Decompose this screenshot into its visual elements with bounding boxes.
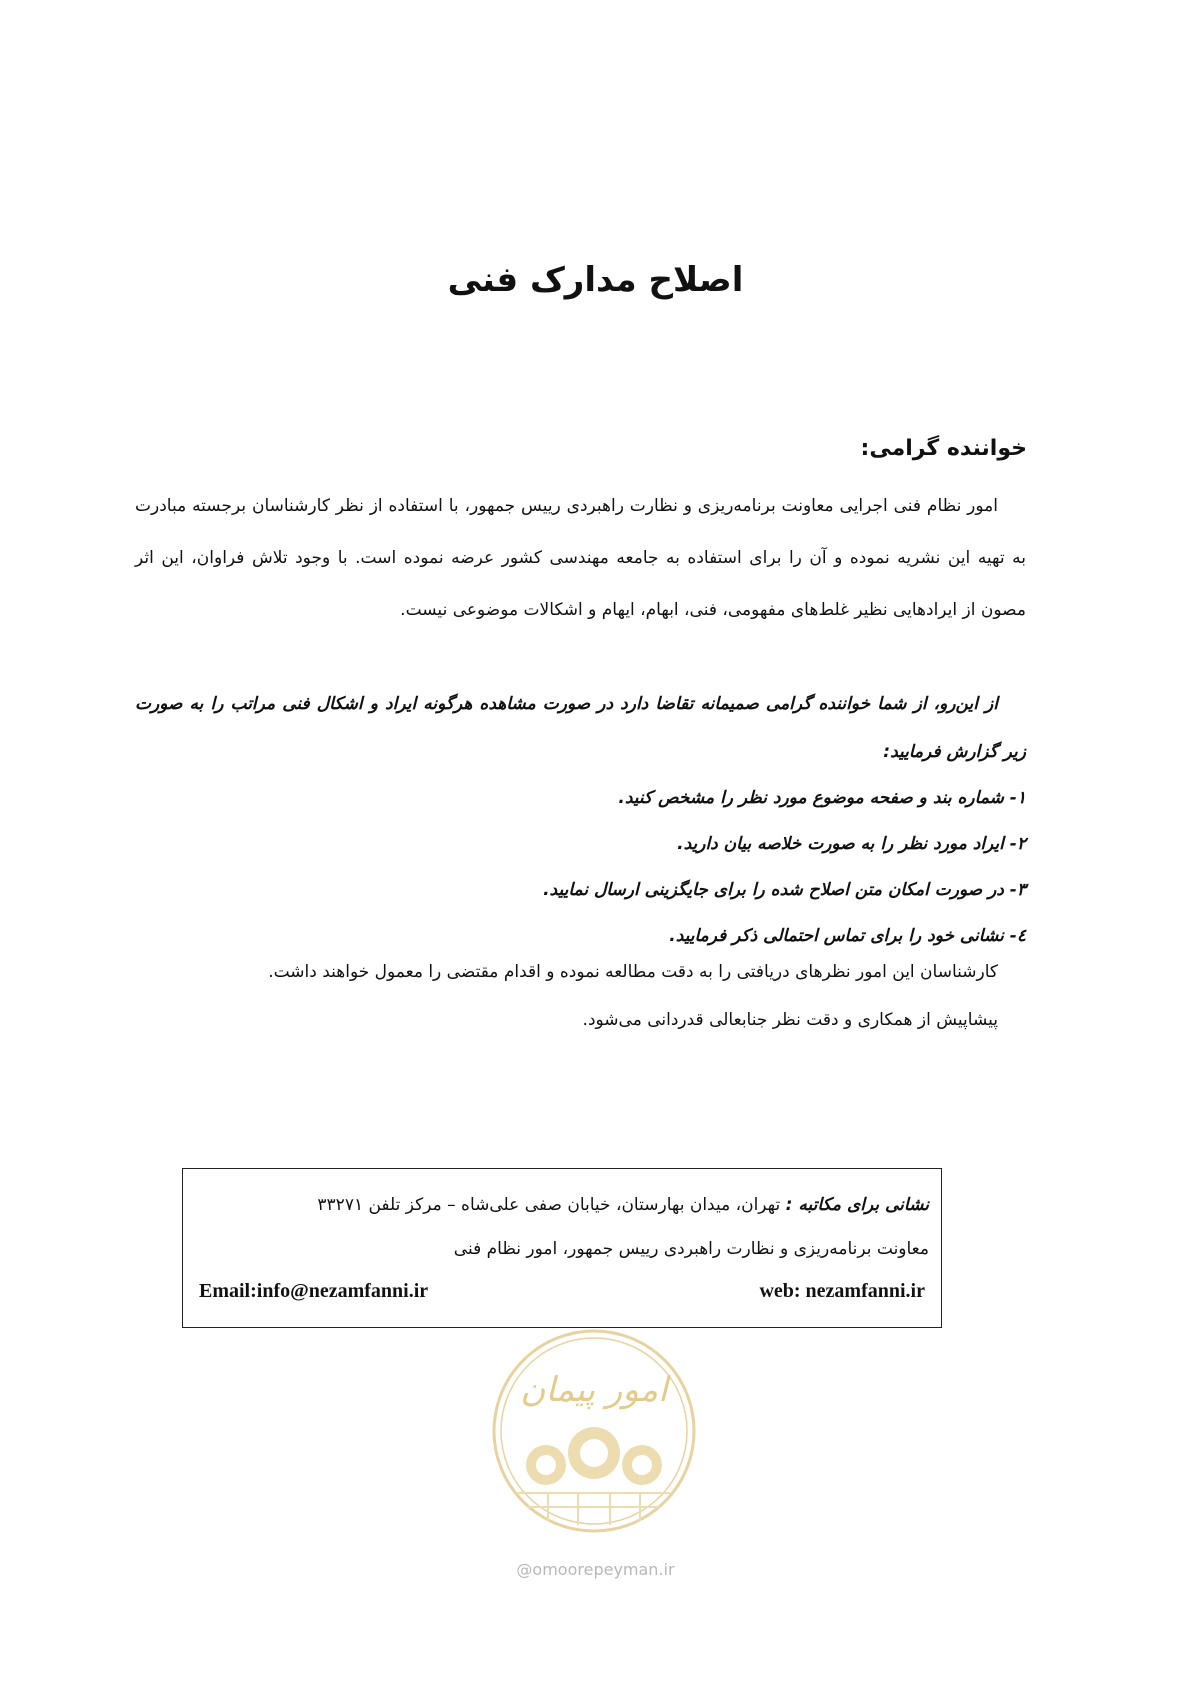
seal-watermark	[488, 1325, 700, 1537]
request-paragraph: از این‌رو، از شما خواننده گرامی صمیمانه تقاضا دارد در صورت مشاهده هرگونه ایراد و اشکال فنی مراتب را به صورت زیر گزارش فرمایید:	[135, 694, 1026, 762]
instruction-item: ۳- در صورت امکان متن اصلاح شده را برای جایگزینی ارسال نمایید.	[543, 880, 1026, 900]
instruction-item: ۲- ایراد مورد نظر را به صورت خلاصه بیان دارید.	[677, 834, 1026, 854]
address-box	[182, 1168, 942, 1328]
instruction-item: ۱- شماره بند و صفحه موضوع مورد نظر را مشخص کنید.	[618, 788, 1026, 808]
address-text: تهران، میدان بهارستان، خیابان صفی علی‌شاه – مرکز تلفن ۳۳۲۷۱	[317, 1195, 781, 1215]
intro-paragraph: امور نظام فنی اجرایی معاونت برنامه‌ریزی و نظارت راهبردی رییس جمهور، با استفاده از نظر کارشناسان برجسته مبادرت به تهیه این نشریه نموده و آن را برای استفاده به جامعه مهندسی کشور عرضه نموده است. با وجود تلاش فراوان، این اثر مصون از ایرادهایی نظیر غلط‌های مفهومی، فنی، ابهام، ایهام و اشکالات موضوعی نیست.	[135, 496, 1026, 620]
instruction-item: ٤- نشانی خود را برای تماس احتمالی ذکر فرمایید.	[669, 926, 1026, 946]
watermark-url: @omoorepeyman.ir	[516, 1560, 675, 1579]
website-link[interactable]: web: nezamfanni.ir	[759, 1280, 925, 1302]
email-address[interactable]: Email:info@nezamfanni.ir	[199, 1280, 429, 1302]
page-title: اصلاح مدارک فنی	[447, 260, 744, 300]
closing-line-2: پیشاپیش از همکاری و دقت نظر جنابعالی قدردانی می‌شود.	[582, 1010, 998, 1030]
address-line-1	[195, 1183, 929, 1227]
closing-line-1: کارشناسان این امور نظرهای دریافتی را به دقت مطالعه نموده و اقدام مقتضی را معمول خواهند داشت.	[268, 962, 998, 982]
address-label: نشانی برای مکاتبه :	[785, 1195, 929, 1215]
address-line-2: معاونت برنامه‌ریزی و نظارت راهبردی رییس جمهور، امور نظام فنی	[453, 1239, 929, 1259]
instruction-list	[543, 775, 1026, 959]
salutation-heading: خواننده گرامی:	[860, 436, 1027, 461]
seal-text: امور پیمان	[520, 1370, 668, 1410]
contact-row	[195, 1271, 929, 1311]
